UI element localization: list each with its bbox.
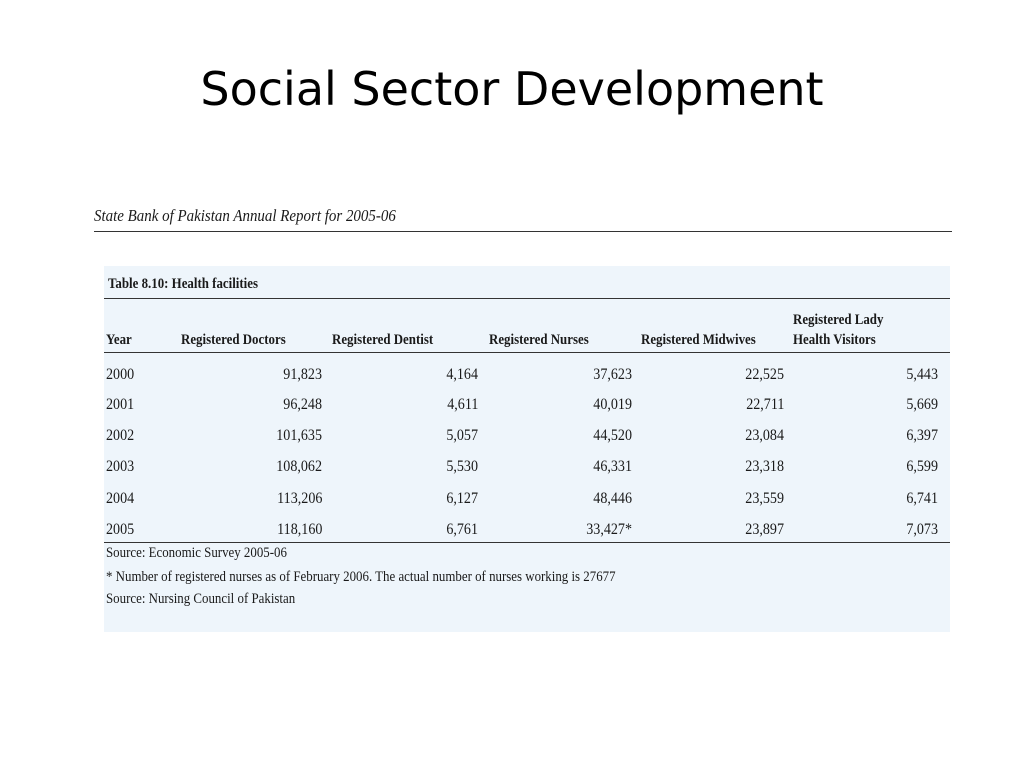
lady-health-visitors-cell: 5,669 [906,396,938,413]
lady-health-visitors-cell: 6,397 [906,427,938,444]
table-footnote: * Number of registered nurses as of February 2006. The actual number of nurses working is 27677 [106,569,616,585]
midwives-cell: 23,084 [745,427,784,444]
dentist-cell: 4,611 [446,396,478,413]
column-header-dentist: Registered Dentist [332,332,434,348]
doctors-cell: 101,635 [276,427,322,444]
midwives-cell: 22,525 [745,366,784,383]
table-top-rule [104,298,950,299]
report-title: State Bank of Pakistan Annual Report for 2005-06 [94,206,396,225]
doctors-cell: 118,160 [276,521,322,538]
dentist-cell: 6,127 [446,490,478,507]
table-caption: Table 8.10: Health facilities [108,276,259,292]
year-cell: 2000 [106,366,135,383]
doctors-cell: 96,248 [283,396,322,413]
table-header-rule [104,352,950,353]
doctors-cell: 108,062 [276,458,322,475]
column-header-lady-health-visitors-line2: Health Visitors [793,332,876,348]
column-header-midwives: Registered Midwives [641,332,756,348]
nurses-cell: 40,019 [593,396,632,413]
lady-health-visitors-cell: 7,073 [906,521,938,538]
column-header-nurses: Registered Nurses [489,332,589,348]
midwives-cell: 23,559 [745,490,784,507]
nurses-cell: 46,331 [593,458,632,475]
midwives-cell: 23,897 [745,521,784,538]
dentist-cell: 6,761 [446,521,478,538]
nurses-cell: 37,623 [593,366,632,383]
table-source-note: Source: Nursing Council of Pakistan [106,591,296,607]
nurses-cell: 33,427* [586,521,632,538]
lady-health-visitors-cell: 5,443 [906,366,938,383]
slide-title: Social Sector Development [200,62,824,116]
year-cell: 2001 [106,396,135,413]
nurses-cell: 44,520 [593,427,632,444]
lady-health-visitors-cell: 6,741 [906,490,938,507]
column-header-doctors: Registered Doctors [181,332,286,348]
doctors-cell: 113,206 [276,490,322,507]
report-header [94,206,952,232]
health-facilities-table [104,266,950,632]
doctors-cell: 91,823 [283,366,322,383]
nurses-cell: 48,446 [593,490,632,507]
year-cell: 2005 [106,521,135,538]
column-header-year: Year [106,332,132,348]
dentist-cell: 5,530 [446,458,478,475]
column-header-lady-health-visitors-line1: Registered Lady [793,312,884,328]
table-source-note: Source: Economic Survey 2005-06 [106,545,287,561]
midwives-cell: 22,711 [745,396,784,413]
year-cell: 2004 [106,490,135,507]
dentist-cell: 5,057 [446,427,478,444]
year-cell: 2003 [106,458,135,475]
table-bottom-rule [104,542,950,543]
dentist-cell: 4,164 [446,366,478,383]
year-cell: 2002 [106,427,135,444]
midwives-cell: 23,318 [745,458,784,475]
lady-health-visitors-cell: 6,599 [906,458,938,475]
